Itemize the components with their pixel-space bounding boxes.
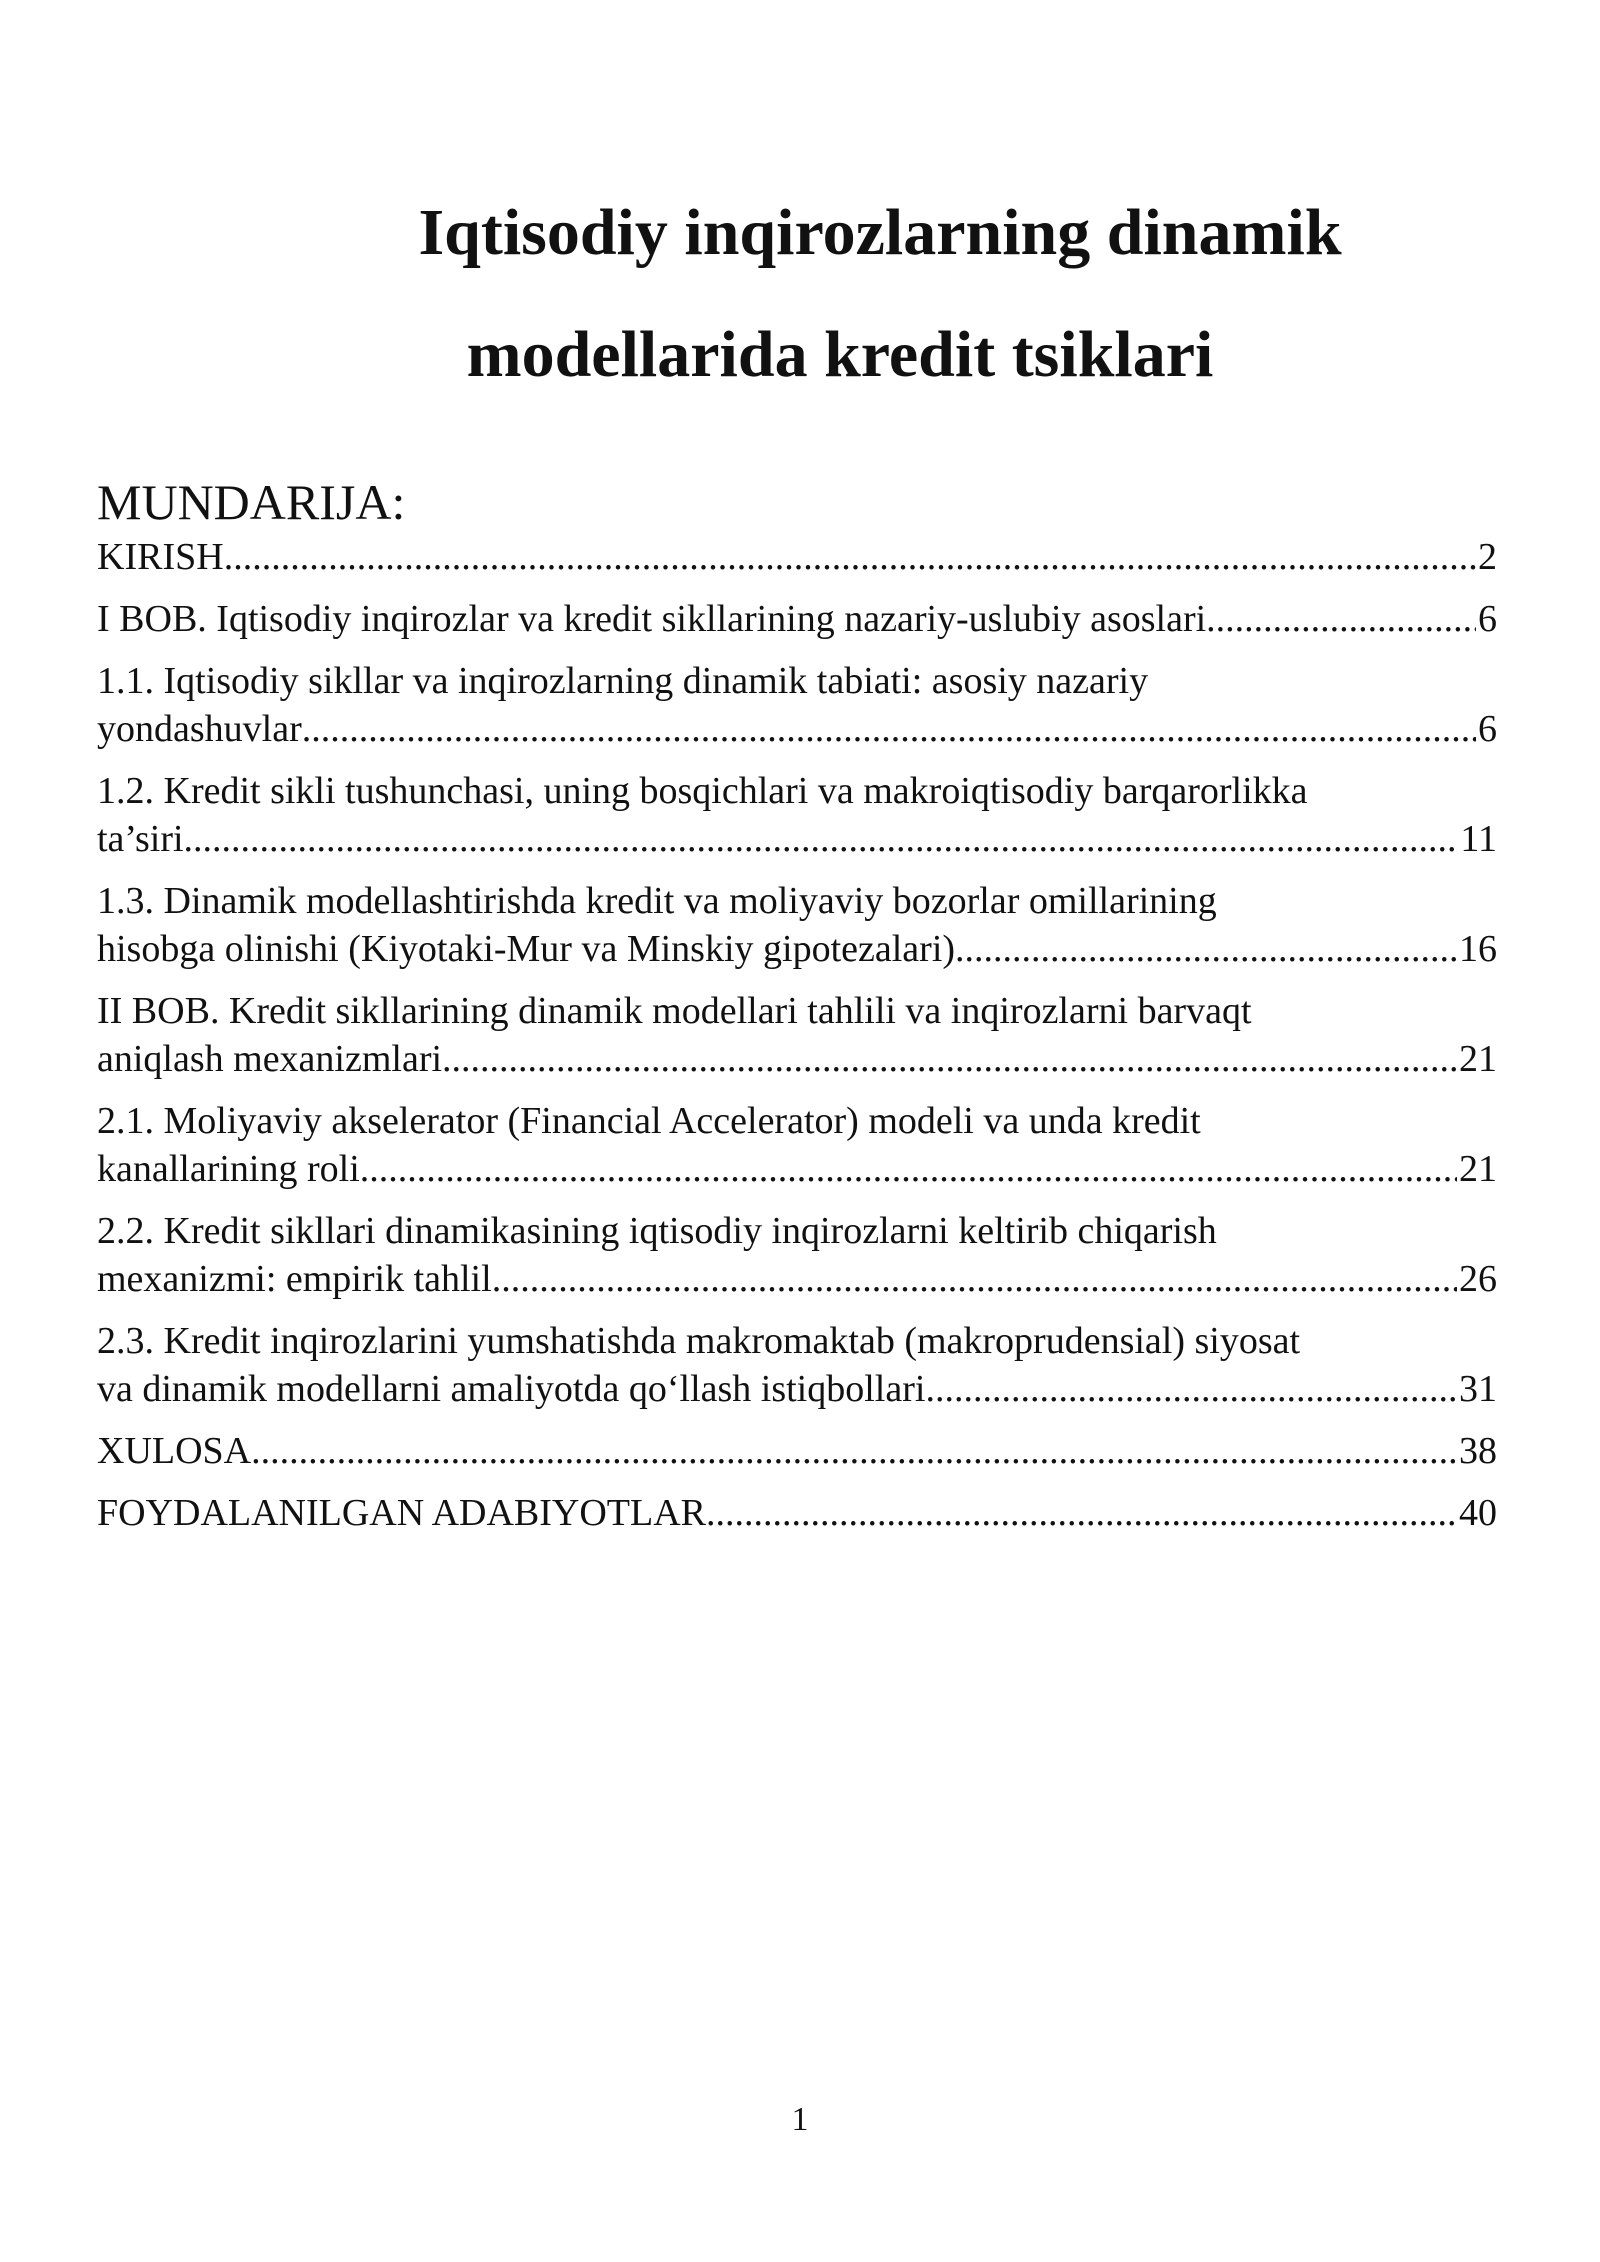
toc-entry[interactable] (97, 1097, 1497, 1193)
toc-leader-dots (955, 925, 1457, 973)
toc-entry-last-line (97, 1145, 1497, 1193)
toc-page-number: 6 (1478, 598, 1497, 640)
toc-entry-text-line: 2.3. Kredit inqirozlarini yumshatishda makromaktab (makroprudensial) siyosat (97, 1320, 1301, 1362)
toc-entry-text-line: 2.2. Kredit sikllari dinamikasining iqtisodiy inqirozlarni keltirib chiqarish (97, 1210, 1217, 1252)
toc-entry[interactable] (97, 1427, 1497, 1475)
toc-leader-dots (360, 1145, 1457, 1193)
toc-entry-text-line: 1.2. Kredit sikli tushunchasi, uning bosqichlari va makroiqtisodiy barqarorlikka (97, 770, 1308, 812)
toc-entry-last-line (97, 1427, 1497, 1475)
toc-entry-title: aniqlash mexanizmlari (97, 1038, 443, 1080)
toc-entry-title: I BOB. Iqtisodiy inqirozlar va kredit sikllarining nazariy-uslubiy asoslari (97, 598, 1207, 640)
toc-entry[interactable] (97, 1317, 1497, 1413)
toc-entry-last-line (97, 1365, 1497, 1413)
toc-entry-last-line (97, 1035, 1497, 1083)
toc-entry-text-line: 1.3. Dinamik modellashtirishda kredit va moliyaviy bozorlar omillarining (97, 880, 1217, 922)
toc-entry-last-line (97, 925, 1497, 973)
toc-entry[interactable] (97, 595, 1497, 643)
toc-entry-title: yondashuvlar (97, 708, 302, 750)
toc-entry-last-line (97, 1255, 1497, 1303)
toc-entry[interactable] (97, 1207, 1497, 1303)
table-of-contents (97, 533, 1497, 1551)
toc-entry[interactable] (97, 533, 1497, 581)
toc-entry-title: kanallarining roli (97, 1148, 360, 1190)
toc-entry[interactable] (97, 657, 1497, 753)
toc-entry[interactable] (97, 987, 1497, 1083)
document-title-line-2: modellarida kredit tsiklari (466, 318, 1214, 391)
toc-entry-last-line (97, 705, 1497, 753)
toc-entry-last-line (97, 533, 1497, 581)
toc-page-number: 6 (1478, 708, 1497, 750)
toc-leader-dots (184, 815, 1459, 863)
toc-entry[interactable] (97, 1489, 1497, 1537)
toc-leader-dots (925, 1365, 1457, 1413)
toc-leader-dots (492, 1255, 1457, 1303)
toc-leader-dots (224, 533, 1476, 581)
toc-entry-last-line (97, 815, 1497, 863)
toc-leader-dots (1206, 595, 1476, 643)
toc-entry-last-line (97, 595, 1497, 643)
toc-entry-last-line (97, 1489, 1497, 1537)
toc-entry-title: hisobga olinishi (Kiyotaki-Mur va Minskiy gipotezalari) (97, 928, 956, 970)
toc-page-number: 2 (1478, 536, 1497, 578)
toc-page-number: 40 (1459, 1492, 1497, 1534)
toc-leader-dots (251, 1427, 1457, 1475)
toc-page-number: 38 (1459, 1430, 1497, 1472)
toc-page-number: 26 (1459, 1258, 1497, 1300)
toc-entry-text-line: II BOB. Kredit sikllarining dinamik modellari tahlili va inqirozlarni barvaqt (97, 990, 1252, 1032)
toc-page-number: 31 (1459, 1368, 1497, 1410)
toc-entry-title: ta’siri (97, 818, 184, 860)
toc-entry-title: FOYDALANILGAN ADABIYOTLAR (97, 1492, 707, 1534)
toc-entry-text-line: 1.1. Iqtisodiy sikllar va inqirozlarning dinamik tabiati: asosiy nazariy (97, 660, 1149, 702)
page-number: 1 (791, 2101, 809, 2138)
toc-page-number: 16 (1459, 928, 1497, 970)
toc-entry[interactable] (97, 877, 1497, 973)
toc-page-number: 21 (1459, 1148, 1497, 1190)
toc-entry[interactable] (97, 767, 1497, 863)
document-title-line-1: Iqtisodiy inqirozlarning dinamik (418, 196, 1342, 269)
toc-entry-title: va dinamik modellarni amaliyotda qo‘llash istiqbollari (97, 1368, 926, 1410)
toc-entry-title: XULOSA (97, 1430, 252, 1472)
toc-entry-title: mexanizmi: empirik tahlil (97, 1258, 492, 1300)
toc-leader-dots (302, 705, 1476, 753)
toc-heading: MUNDARIJA: (97, 474, 406, 530)
toc-page-number: 11 (1460, 818, 1497, 860)
toc-entry-title: KIRISH (97, 536, 224, 578)
toc-leader-dots (706, 1489, 1457, 1537)
toc-leader-dots (442, 1035, 1457, 1083)
toc-entry-text-line: 2.1. Moliyaviy akselerator (Financial Accelerator) modeli va unda kredit (97, 1100, 1201, 1142)
toc-page-number: 21 (1459, 1038, 1497, 1080)
